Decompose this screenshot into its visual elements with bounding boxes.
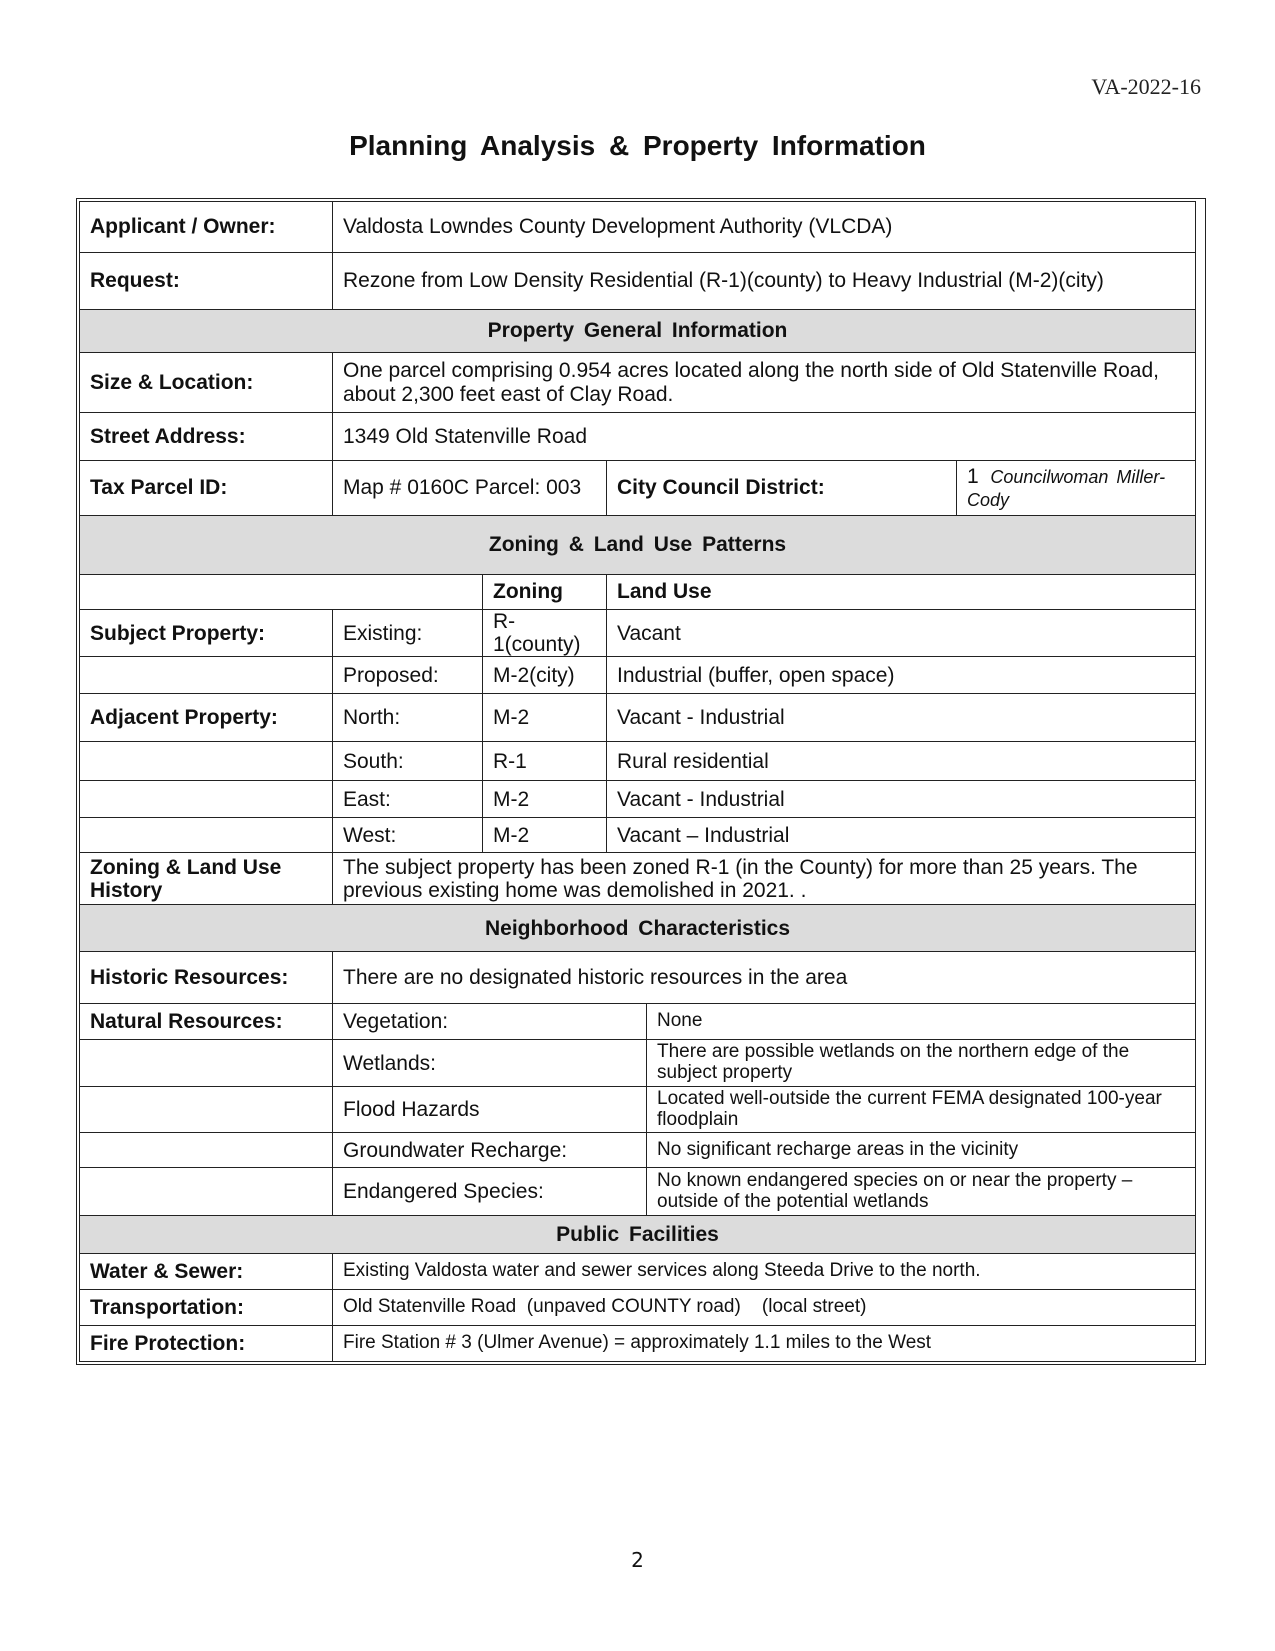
natural-resource-name: Endangered Species:	[333, 1168, 647, 1216]
zoning-row-land-use: Vacant	[607, 610, 1196, 657]
natural-resource-name: Wetlands:	[333, 1040, 647, 1087]
zoning-row-direction: North:	[333, 694, 483, 742]
fire-protection-row	[80, 1326, 1196, 1362]
natural-resource-row	[80, 1040, 1196, 1087]
zoning-row	[80, 818, 1196, 853]
adjacent-property-label: Adjacent Property:	[80, 694, 333, 742]
tax-parcel-value: Map # 0160C Parcel: 003	[333, 461, 607, 516]
request-label: Request:	[80, 253, 333, 310]
historic-resources-label: Historic Resources:	[80, 952, 333, 1004]
zoning-history-value: The subject property has been zoned R-1 (in the County) for more than 25 years. The previous existing home was demolished in 2021. .	[333, 853, 1196, 905]
natural-resource-name: Groundwater Recharge:	[333, 1133, 647, 1168]
zoning-row-land-use: Vacant – Industrial	[607, 818, 1196, 853]
zoning-row-direction: South:	[333, 742, 483, 781]
historic-resources-value: There are no designated historic resources in the area	[333, 952, 1196, 1004]
zoning-row-land-use: Rural residential	[607, 742, 1196, 781]
tax-parcel-row	[80, 461, 1196, 516]
tax-parcel-label: Tax Parcel ID:	[80, 461, 333, 516]
zoning-row-zone: M-2	[483, 694, 607, 742]
zoning-row-land-use: Vacant - Industrial	[607, 694, 1196, 742]
council-member: Councilwoman Miller-Cody	[967, 466, 1166, 510]
street-address-label: Street Address:	[80, 413, 333, 461]
applicant-value: Valdosta Lowndes County Development Authority (VLCDA)	[333, 202, 1196, 253]
zoning-row-zone: R-1	[483, 742, 607, 781]
zoning-row-land-use: Vacant - Industrial	[607, 781, 1196, 818]
zoning-row-zone: M-2	[483, 818, 607, 853]
natural-resource-row	[80, 1004, 1196, 1040]
zoning-row-land-use: Industrial (buffer, open space)	[607, 657, 1196, 694]
size-location-label: Size & Location:	[80, 353, 333, 413]
water-sewer-row	[80, 1254, 1196, 1290]
size-location-row	[80, 353, 1196, 413]
natural-resource-value: No significant recharge areas in the vicinity	[647, 1133, 1196, 1168]
council-district-value	[957, 461, 1196, 516]
fire-protection-value: Fire Station # 3 (Ulmer Avenue) = approximately 1.1 miles to the West	[333, 1326, 1196, 1362]
property-info-table	[76, 198, 1206, 1365]
section-zoning-land-use: Zoning & Land Use Patterns	[80, 516, 1196, 575]
transportation-value: Old Statenville Road (unpaved COUNTY road) (local street)	[333, 1290, 1196, 1326]
zoning-row	[80, 610, 1196, 657]
zoning-row-direction: Proposed:	[333, 657, 483, 694]
zoning-row	[80, 657, 1196, 694]
page-number: 2	[631, 1548, 644, 1572]
zoning-history-row	[80, 853, 1196, 905]
request-row	[80, 253, 1196, 310]
zoning-row	[80, 781, 1196, 818]
zoning-row-direction: West:	[333, 818, 483, 853]
section-neighborhood: Neighborhood Characteristics	[80, 905, 1196, 952]
transportation-row	[80, 1290, 1196, 1326]
section-public-facilities: Public Facilities	[80, 1216, 1196, 1254]
street-address-row	[80, 413, 1196, 461]
zoning-header-row	[80, 575, 1196, 610]
council-district-number: 1	[967, 464, 979, 488]
street-address-value: 1349 Old Statenville Road	[333, 413, 1196, 461]
zoning-row-zone: R-1(county)	[483, 610, 607, 657]
zoning-row-zone: M-2	[483, 781, 607, 818]
water-sewer-value: Existing Valdosta water and sewer services along Steeda Drive to the north.	[333, 1254, 1196, 1290]
zoning-history-label: Zoning & Land Use History	[80, 853, 333, 905]
applicant-row	[80, 202, 1196, 253]
water-sewer-label: Water & Sewer:	[80, 1254, 333, 1290]
natural-resource-row	[80, 1168, 1196, 1216]
natural-resource-value: There are possible wetlands on the northern edge of the subject property	[647, 1040, 1196, 1087]
zoning-row	[80, 694, 1196, 742]
natural-resource-name: Vegetation:	[333, 1004, 647, 1040]
zoning-column-header: Zoning	[483, 575, 607, 610]
natural-resource-row	[80, 1087, 1196, 1133]
page-title: Planning Analysis & Property Information	[349, 130, 926, 161]
natural-resource-row	[80, 1133, 1196, 1168]
natural-resource-value: Located well-outside the current FEMA designated 100-year floodplain	[647, 1087, 1196, 1133]
transportation-label: Transportation:	[80, 1290, 333, 1326]
subject-property-label: Subject Property:	[80, 610, 333, 657]
applicant-label: Applicant / Owner:	[80, 202, 333, 253]
natural-resource-value: None	[647, 1004, 1196, 1040]
section-property-general: Property General Information	[80, 310, 1196, 353]
historic-resources-row	[80, 952, 1196, 1004]
council-district-label: City Council District:	[607, 461, 957, 516]
size-location-value: One parcel comprising 0.954 acres located along the north side of Old Statenville Road, about 2,300 feet east of Clay Road.	[333, 353, 1196, 413]
zoning-row-zone: M-2(city)	[483, 657, 607, 694]
natural-resource-value: No known endangered species on or near the property – outside of the potential wetlands	[647, 1168, 1196, 1216]
fire-protection-label: Fire Protection:	[80, 1326, 333, 1362]
natural-resources-label: Natural Resources:	[80, 1004, 333, 1040]
document-id: VA-2022-16	[1091, 74, 1201, 99]
land-use-column-header: Land Use	[607, 575, 1196, 610]
zoning-row-direction: Existing:	[333, 610, 483, 657]
natural-resource-name: Flood Hazards	[333, 1087, 647, 1133]
zoning-row-direction: East:	[333, 781, 483, 818]
request-value: Rezone from Low Density Residential (R-1)(county) to Heavy Industrial (M-2)(city)	[333, 253, 1196, 310]
zoning-row	[80, 742, 1196, 781]
